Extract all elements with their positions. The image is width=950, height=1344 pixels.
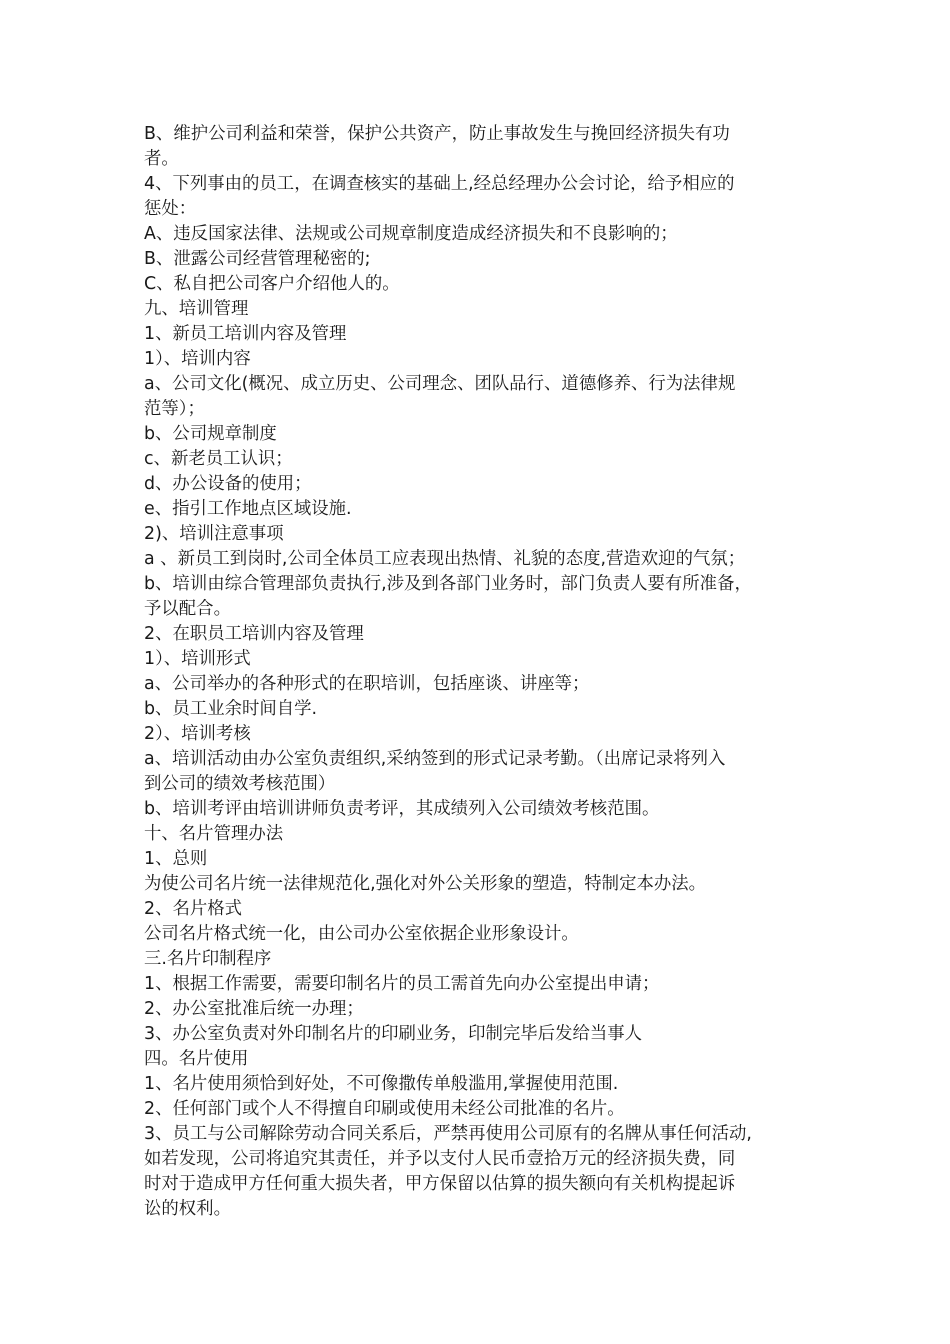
- text-line: B、泄露公司经营管理秘密的;: [144, 249, 371, 269]
- text-line: b、员工业余时间自学.: [144, 699, 318, 719]
- text-line: 讼的权利。: [144, 1199, 231, 1219]
- text-line: 范等）；: [144, 399, 205, 419]
- text-line: 惩处：: [144, 199, 197, 219]
- text-line: 四。名片使用: [144, 1049, 249, 1069]
- text-line: d、办公设备的使用；: [144, 474, 312, 494]
- text-line: 1、名片使用须恰到好处，不可像撒传单般滥用,掌握使用范围.: [144, 1074, 619, 1094]
- text-line: 2、任何部门或个人不得擅自印刷或使用未经公司批准的名片。: [144, 1099, 625, 1119]
- text-line: 九、培训管理: [144, 299, 249, 319]
- document-body: [144, 122, 809, 1222]
- text-line: 2、名片格式: [144, 899, 243, 919]
- text-line: 2）、培训考核: [144, 724, 251, 744]
- text-line: 3、办公室负责对外印制名片的印刷业务，印制完毕后发给当事人: [144, 1024, 643, 1044]
- text-line: 十、名片管理办法: [144, 824, 284, 844]
- text-line: 3、员工与公司解除劳动合同关系后，严禁再使用公司原有的名牌从事任何活动,: [144, 1124, 752, 1144]
- text-line: 1、新员工培训内容及管理: [144, 324, 347, 344]
- text-line: 4、下列事由的员工，在调查核实的基础上,经总经理办公会讨论，给予相应的: [144, 174, 735, 194]
- text-line: B、维护公司利益和荣誉，保护公共资产，防止事故发生与挽回经济损失有功: [144, 124, 730, 144]
- text-line: 者。: [144, 149, 179, 169]
- text-line: c、新老员工认识；: [144, 449, 293, 469]
- text-line: 1）、培训形式: [144, 649, 251, 669]
- text-line: A、违反国家法律、法规或公司规章制度造成经济损失和不良影响的；: [144, 224, 678, 244]
- text-line: 三.名片印制程序: [144, 949, 272, 969]
- text-line: 如若发现，公司将追究其责任，并予以支付人民币壹拾万元的经济损失费，同: [144, 1149, 736, 1169]
- text-line: C、私自把公司客户介绍他人的。: [144, 274, 400, 294]
- text-line: 时对于造成甲方任何重大损失者，甲方保留以估算的损失额向有关机构提起诉: [144, 1174, 736, 1194]
- text-line: 1、总则: [144, 849, 208, 869]
- text-line: b、培训考评由培训讲师负责考评，其成绩列入公司绩效考核范围。: [144, 799, 660, 819]
- text-line: 公司名片格式统一化，由公司办公室依据企业形象设计。: [144, 924, 579, 944]
- text-line: 为使公司名片统一法律规范化,强化对外公关形象的塑造，特制定本办法。: [144, 874, 707, 894]
- text-line: b、培训由综合管理部负责执行,涉及到各部门业务时，部门负责人要有所准备，: [144, 574, 752, 594]
- text-line: 1、根据工作需要，需要印制名片的员工需首先向办公室提出申请；: [144, 974, 660, 994]
- text-line: 2、在职员工培训内容及管理: [144, 624, 364, 644]
- text-line: a、公司举办的各种形式的在职培训，包括座谈、讲座等；: [144, 674, 590, 694]
- text-line: 1）、培训内容: [144, 349, 251, 369]
- text-line: 到公司的绩效考核范围）: [144, 774, 336, 794]
- text-line: b、公司规章制度: [144, 424, 277, 444]
- text-line: e、指引工作地点区域设施.: [144, 499, 352, 519]
- text-line: 2、办公室批准后统一办理；: [144, 999, 364, 1019]
- text-line: 2)、培训注意事项: [144, 524, 284, 544]
- text-line: a 、新员工到岗时,公司全体员工应表现出热情、礼貌的态度,营造欢迎的气氛；: [144, 549, 746, 569]
- text-line: 予以配合。: [144, 599, 231, 619]
- text-line: a、培训活动由办公室负责组织,采纳签到的形式记录考勤。（出席记录将列入: [144, 749, 726, 769]
- text-line: a、公司文化(概况、成立历史、公司理念、团队品行、道德修养、行为法律规: [144, 374, 736, 394]
